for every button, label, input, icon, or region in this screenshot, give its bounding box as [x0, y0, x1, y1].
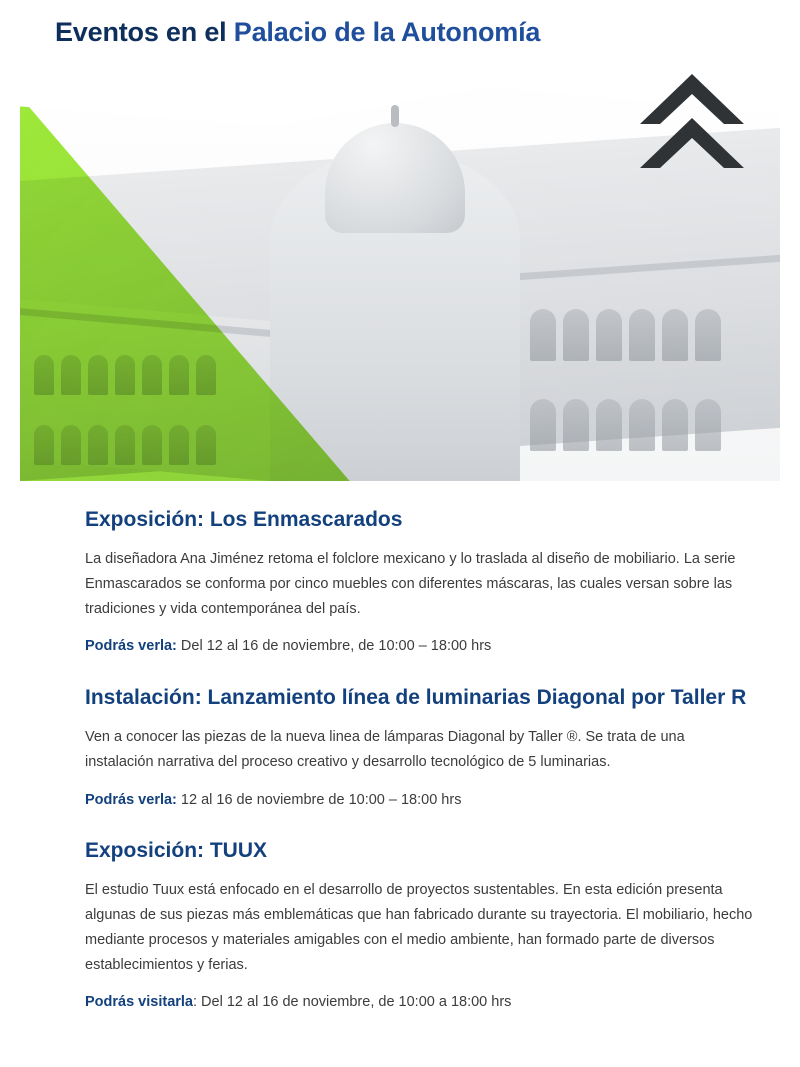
arch — [530, 399, 556, 451]
event-schedule — [85, 634, 757, 659]
event-schedule-value: : Del 12 al 16 de noviembre, de 10:00 a 18:00 hrs — [193, 994, 512, 1011]
arch — [629, 399, 655, 451]
arch — [629, 309, 655, 361]
arch — [563, 399, 589, 451]
event-title: Instalación: Lanzamiento línea de luminarias Diagonal por Taller R — [85, 686, 747, 710]
event-schedule — [85, 990, 757, 1015]
page-title-lead: Eventos en el — [55, 17, 234, 47]
event-schedule-value: Del 12 al 16 de noviembre, de 10:00 – 18:00 hrs — [176, 638, 492, 655]
event-schedule-label: Podrás verla: — [85, 791, 177, 808]
chevron-logo-icon — [632, 72, 752, 182]
arcade-lower-right — [530, 399, 721, 451]
event-title: Exposición: TUUX — [85, 839, 268, 863]
event-card-enmascarados — [85, 507, 760, 659]
page-title-accent: Palacio de la Autonomía — [233, 17, 541, 47]
event-card-tuux — [85, 838, 760, 1015]
arcade-upper-right — [530, 309, 721, 361]
arch — [596, 309, 622, 361]
hero-image — [20, 66, 780, 481]
event-title: Exposición: Los Enmascarados — [85, 508, 403, 532]
arch — [530, 309, 556, 361]
arch — [563, 309, 589, 361]
arch — [662, 309, 688, 361]
arch — [695, 309, 721, 361]
event-schedule-label: Podrás verla: — [85, 638, 177, 655]
event-description: Ven a conocer las piezas de la nueva linea de lámparas Diagonal by Taller ®. Se trata de una instalación narrativa del proceso creativo y desarrollo tecnológico de 5 luminarias. — [85, 728, 685, 770]
event-schedule — [85, 788, 757, 813]
building-dome-finial — [391, 105, 399, 127]
arch — [695, 399, 721, 451]
arch — [662, 399, 688, 451]
page-header — [0, 0, 800, 62]
event-card-diagonal-taller-r — [85, 685, 760, 812]
events-list — [0, 481, 800, 1055]
event-schedule-label: Podrás visitarla — [85, 994, 193, 1011]
event-description: El estudio Tuux está enfocado en el desarrollo de proyectos sustentables. En esta edición presenta algunas de sus piezas más emblemáticas que han fabricado durante su trayectoria. El mobiliario, hecho mediante procesos y materiales amigables con el medio ambiente, han formado parte de diversos establecimientos y ferias. — [85, 881, 753, 973]
arch — [596, 399, 622, 451]
event-schedule-value: 12 al 16 de noviembre de 10:00 – 18:00 hrs — [176, 791, 462, 808]
page-title — [55, 16, 800, 48]
event-description: La diseñadora Ana Jiménez retoma el folclore mexicano y lo traslada al diseño de mobiliario. La serie Enmascarados se conforma por cinco muebles con diferentes máscaras, las cuales versan sobre las tradiciones y vida contemporánea del país. — [85, 550, 736, 617]
